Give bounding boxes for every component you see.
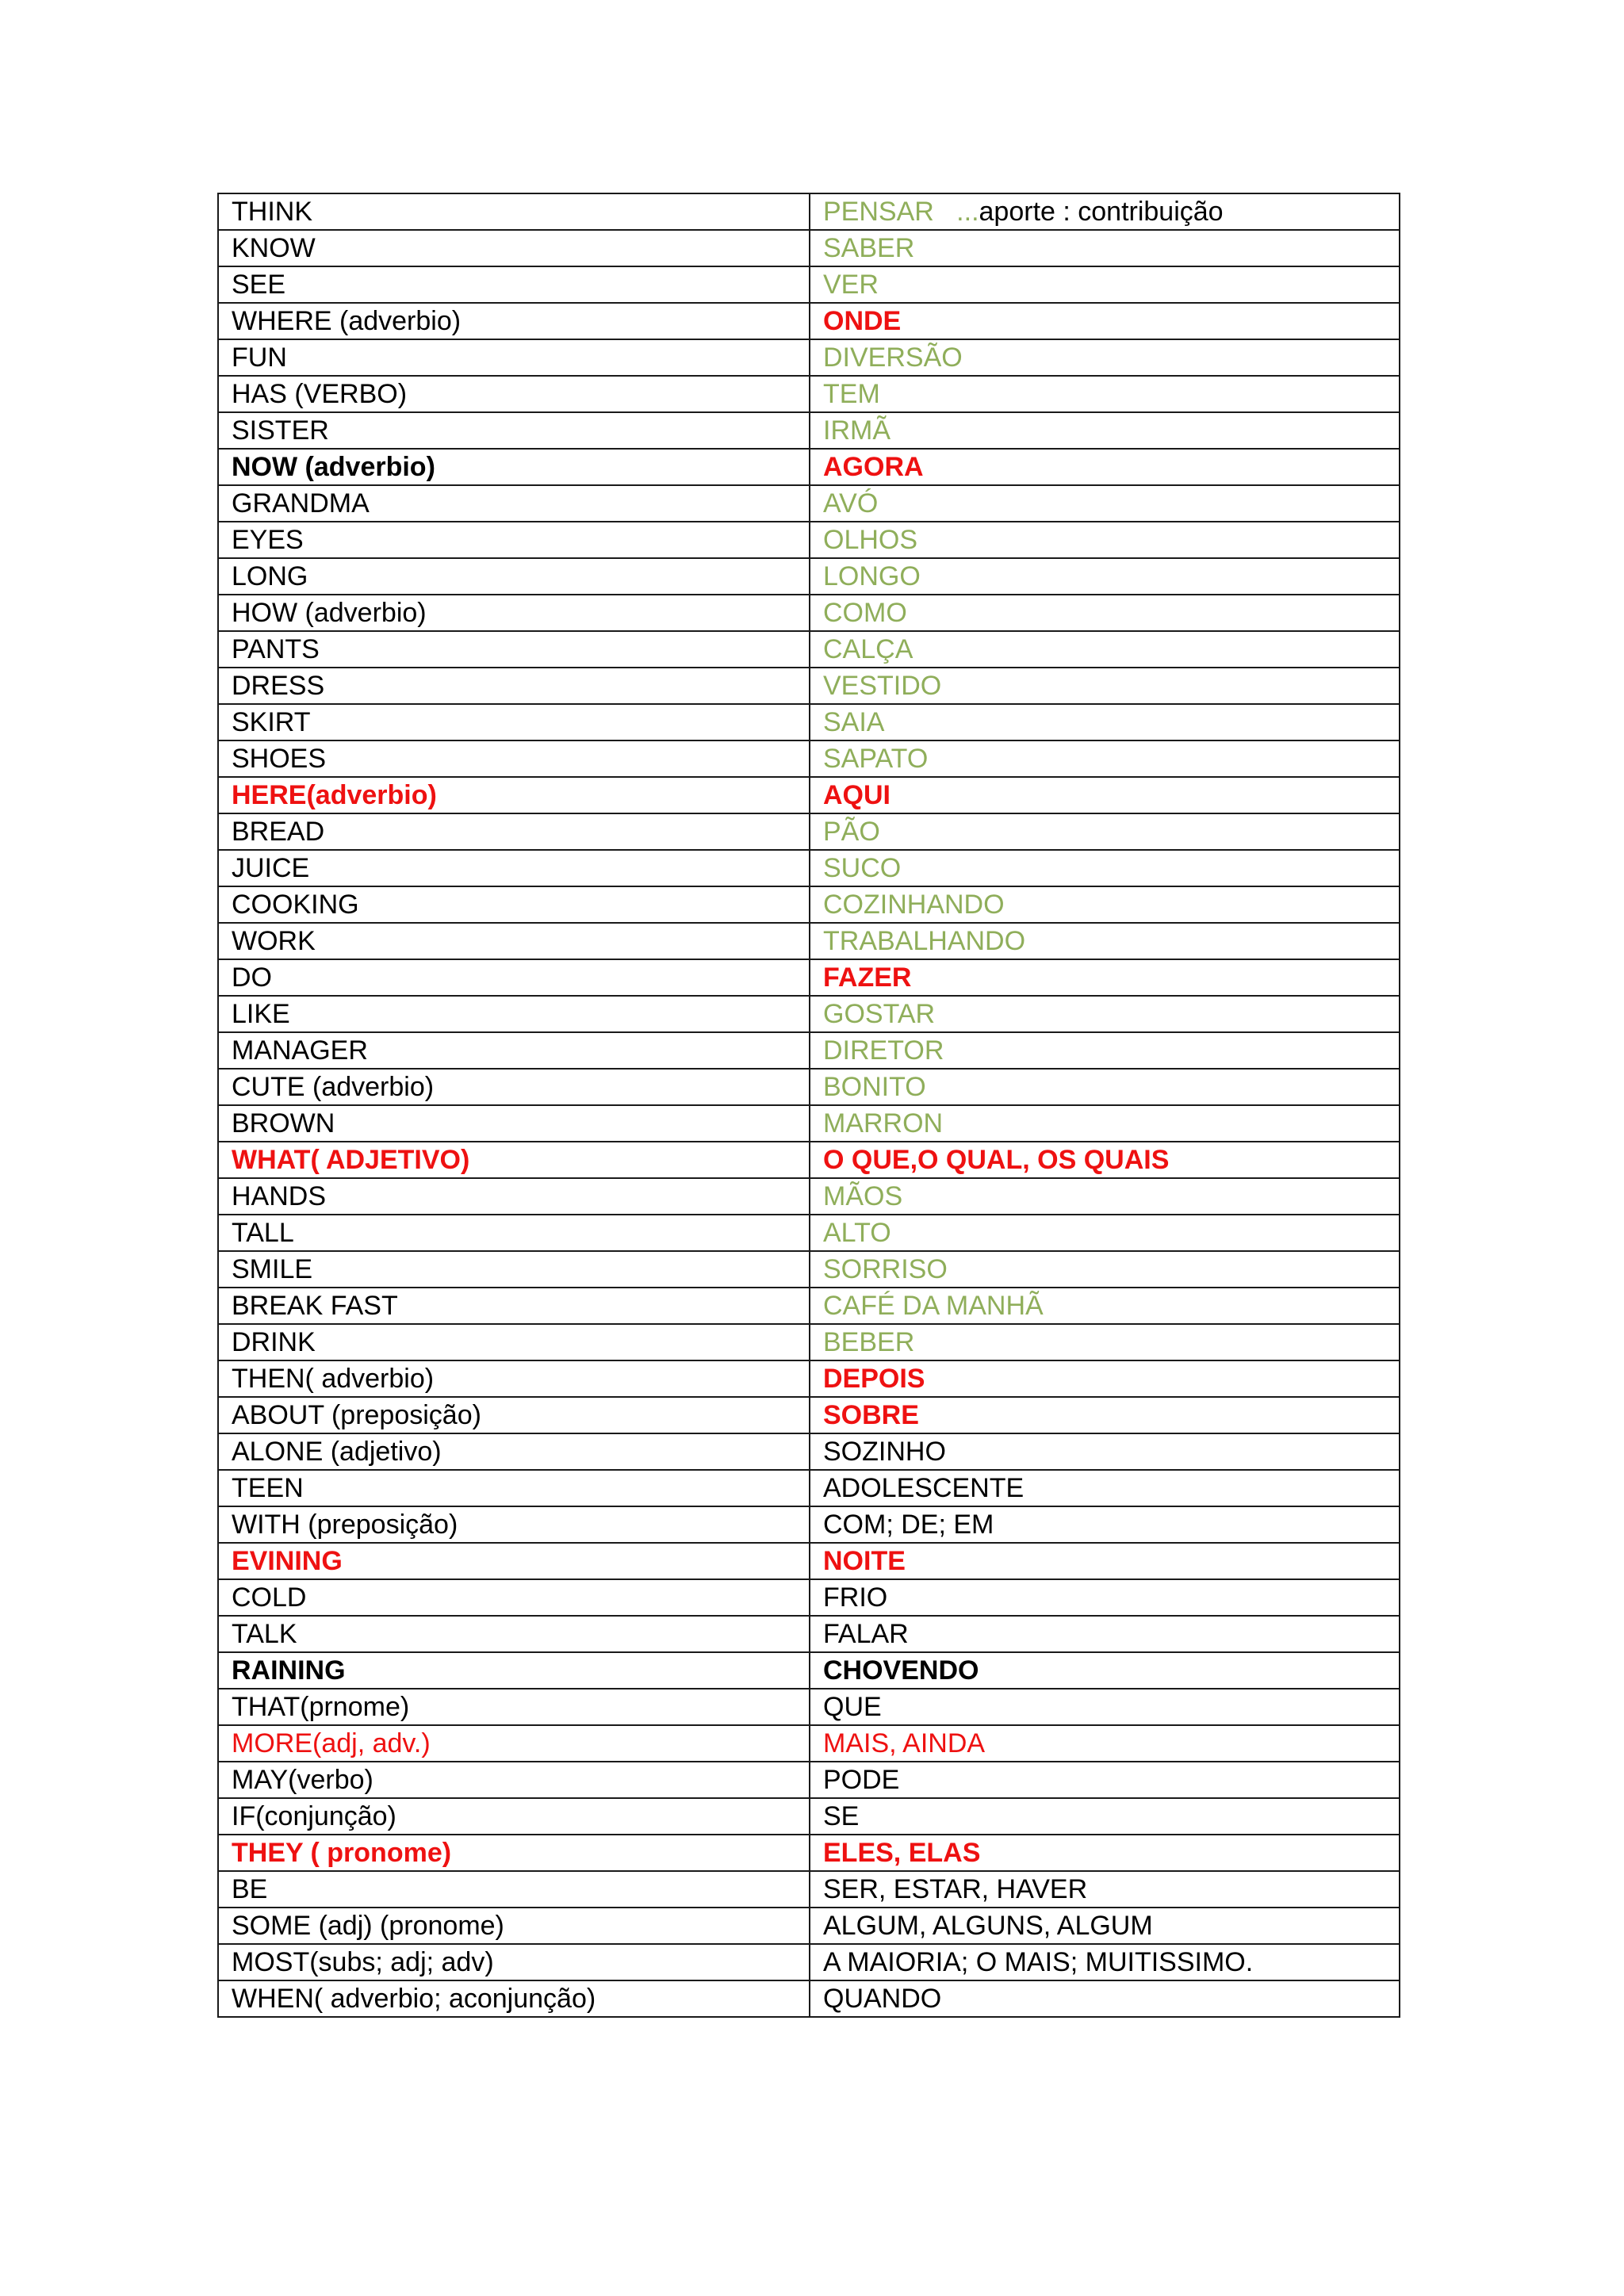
portuguese-translation: IRMÃ <box>823 415 891 446</box>
table-row <box>218 1178 1400 1215</box>
table-row <box>218 1980 1400 2017</box>
portuguese-translation-cell <box>810 1433 1400 1470</box>
portuguese-translation-cell <box>810 1506 1400 1543</box>
english-word: LIKE <box>232 999 290 1029</box>
portuguese-translation-cell <box>810 1725 1400 1762</box>
portuguese-translation-cell <box>810 996 1400 1032</box>
portuguese-translation-cell <box>810 1543 1400 1579</box>
portuguese-translation-cell <box>810 1324 1400 1360</box>
portuguese-translation-cell <box>810 303 1400 339</box>
portuguese-translation: LONGO <box>823 561 921 591</box>
english-word-cell <box>218 1105 810 1142</box>
english-word: TEEN <box>232 1473 304 1503</box>
portuguese-translation-cell <box>810 1251 1400 1288</box>
english-word-cell <box>218 412 810 449</box>
portuguese-translation-cell <box>810 339 1400 376</box>
english-word-cell <box>218 1980 810 2017</box>
portuguese-translation: BONITO <box>823 1072 926 1102</box>
english-word-cell <box>218 558 810 595</box>
english-word: THAT(prnome) <box>232 1692 410 1722</box>
portuguese-translation: CHOVENDO <box>823 1655 979 1686</box>
english-word: SOME (adj) (pronome) <box>232 1911 504 1941</box>
english-word-cell <box>218 1908 810 1944</box>
portuguese-translation-cell <box>810 1908 1400 1944</box>
table-row <box>218 1652 1400 1689</box>
english-word-cell <box>218 1069 810 1105</box>
english-word: MOST(subs; adj; adv) <box>232 1947 494 1977</box>
table-row <box>218 1579 1400 1616</box>
english-word-cell <box>218 1397 810 1433</box>
english-word-cell <box>218 1798 810 1835</box>
english-word-cell <box>218 1616 810 1652</box>
portuguese-translation: FRIO <box>823 1582 888 1613</box>
portuguese-translation: MARRON <box>823 1108 944 1138</box>
portuguese-translation: DIRETOR <box>823 1035 944 1066</box>
table-row <box>218 959 1400 996</box>
portuguese-translation: NOITE <box>823 1546 906 1576</box>
translation-note: aporte : contribuição <box>979 197 1224 227</box>
english-word: MORE(adj, adv.) <box>232 1728 431 1758</box>
english-word: GRANDMA <box>232 488 370 519</box>
portuguese-translation-cell <box>810 704 1400 740</box>
portuguese-translation-cell <box>810 923 1400 959</box>
table-row <box>218 631 1400 668</box>
english-word: LONG <box>232 561 308 591</box>
english-word-cell <box>218 522 810 558</box>
portuguese-translation-cell <box>810 740 1400 777</box>
table-row <box>218 1835 1400 1871</box>
english-word: DO <box>232 962 272 993</box>
portuguese-translation: ONDE <box>823 306 902 336</box>
english-word-cell <box>218 1288 810 1324</box>
english-word-cell <box>218 339 810 376</box>
english-word: COLD <box>232 1582 307 1613</box>
english-word-cell <box>218 1324 810 1360</box>
vocabulary-table <box>217 193 1400 2018</box>
portuguese-translation-cell <box>810 850 1400 886</box>
portuguese-translation-cell <box>810 1579 1400 1616</box>
portuguese-translation: BEBER <box>823 1327 915 1357</box>
english-word: THEN( adverbio) <box>232 1364 435 1394</box>
english-word: ABOUT (preposição) <box>232 1400 481 1430</box>
english-word: TALL <box>232 1218 294 1248</box>
english-word: WHAT( ADJETIVO) <box>232 1145 470 1175</box>
table-row <box>218 303 1400 339</box>
portuguese-translation-cell <box>810 1762 1400 1798</box>
portuguese-translation-cell <box>810 1397 1400 1433</box>
english-word-cell <box>218 1215 810 1251</box>
english-word: JUICE <box>232 853 310 883</box>
table-row <box>218 1288 1400 1324</box>
portuguese-translation: DEPOIS <box>823 1364 925 1394</box>
portuguese-translation: ELES, ELAS <box>823 1838 981 1868</box>
table-row <box>218 1032 1400 1069</box>
table-row <box>218 339 1400 376</box>
english-word-cell <box>218 813 810 850</box>
english-word: FUN <box>232 342 287 373</box>
english-word-cell <box>218 193 810 230</box>
table-row <box>218 595 1400 631</box>
portuguese-translation-cell <box>810 1105 1400 1142</box>
portuguese-translation: SER, ESTAR, HAVER <box>823 1874 1088 1904</box>
english-word-cell <box>218 1944 810 1980</box>
portuguese-translation: AQUI <box>823 780 891 810</box>
portuguese-translation-cell <box>810 193 1400 230</box>
english-word: IF(conjunção) <box>232 1801 396 1831</box>
english-word: NOW (adverbio) <box>232 452 435 482</box>
english-word-cell <box>218 1142 810 1178</box>
portuguese-translation-cell <box>810 813 1400 850</box>
english-word: SKIRT <box>232 707 311 737</box>
portuguese-translation-cell <box>810 886 1400 923</box>
portuguese-translation-cell <box>810 1178 1400 1215</box>
table-row <box>218 1470 1400 1506</box>
english-word: BROWN <box>232 1108 335 1138</box>
english-word: BE <box>232 1874 268 1904</box>
english-word: TALK <box>232 1619 297 1649</box>
portuguese-translation: PODE <box>823 1765 900 1795</box>
english-word: SHOES <box>232 744 327 774</box>
portuguese-translation: TEM <box>823 379 880 409</box>
portuguese-translation-cell <box>810 230 1400 266</box>
portuguese-translation-cell <box>810 1360 1400 1397</box>
portuguese-translation: O QUE,O QUAL, OS QUAIS <box>823 1145 1170 1175</box>
table-row <box>218 1433 1400 1470</box>
portuguese-translation: SOBRE <box>823 1400 919 1430</box>
table-row <box>218 1616 1400 1652</box>
portuguese-translation: SE <box>823 1801 860 1831</box>
english-word-cell <box>218 449 810 485</box>
portuguese-translation: MÃOS <box>823 1181 903 1211</box>
english-word-cell <box>218 1251 810 1288</box>
table-row <box>218 886 1400 923</box>
portuguese-translation-cell <box>810 412 1400 449</box>
portuguese-translation-cell <box>810 1215 1400 1251</box>
portuguese-translation: DIVERSÃO <box>823 342 963 373</box>
table-row <box>218 850 1400 886</box>
english-word-cell <box>218 704 810 740</box>
table-row <box>218 740 1400 777</box>
portuguese-translation: VESTIDO <box>823 671 942 701</box>
portuguese-translation: AGORA <box>823 452 924 482</box>
table-row <box>218 1324 1400 1360</box>
table-row <box>218 449 1400 485</box>
english-word: COOKING <box>232 890 359 920</box>
english-word: BREAK FAST <box>232 1291 398 1321</box>
table-row <box>218 1762 1400 1798</box>
english-word: SMILE <box>232 1254 313 1284</box>
table-row <box>218 1543 1400 1579</box>
portuguese-translation: COMO <box>823 598 907 628</box>
portuguese-translation: SAPATO <box>823 744 929 774</box>
table-row <box>218 230 1400 266</box>
english-word: ALONE (adjetivo) <box>232 1437 442 1467</box>
english-word-cell <box>218 230 810 266</box>
english-word-cell <box>218 886 810 923</box>
english-word-cell <box>218 996 810 1032</box>
portuguese-translation: QUE <box>823 1692 882 1722</box>
portuguese-translation: GOSTAR <box>823 999 936 1029</box>
english-word-cell <box>218 1652 810 1689</box>
english-word-cell <box>218 1032 810 1069</box>
english-word: SISTER <box>232 415 329 446</box>
portuguese-translation-cell <box>810 1871 1400 1908</box>
portuguese-translation-cell <box>810 595 1400 631</box>
english-word: HAS (VERBO) <box>232 379 408 409</box>
portuguese-translation: COM; DE; EM <box>823 1510 994 1540</box>
portuguese-translation-cell <box>810 1798 1400 1835</box>
english-word: MANAGER <box>232 1035 368 1066</box>
english-word: CUTE (adverbio) <box>232 1072 435 1102</box>
table-row <box>218 704 1400 740</box>
portuguese-translation-cell <box>810 1944 1400 1980</box>
portuguese-translation-cell <box>810 631 1400 668</box>
portuguese-translation: A MAIORIA; O MAIS; MUITISSIMO. <box>823 1947 1254 1977</box>
english-word-cell <box>218 485 810 522</box>
table-row <box>218 1142 1400 1178</box>
portuguese-translation: FAZER <box>823 962 912 993</box>
english-word-cell <box>218 959 810 996</box>
portuguese-translation: COZINHANDO <box>823 890 1005 920</box>
portuguese-translation-cell <box>810 1032 1400 1069</box>
table-row <box>218 558 1400 595</box>
english-word-cell <box>218 631 810 668</box>
portuguese-translation-cell <box>810 1689 1400 1725</box>
portuguese-translation-cell <box>810 1835 1400 1871</box>
portuguese-translation: TRABALHANDO <box>823 926 1026 956</box>
portuguese-translation: SAIA <box>823 707 885 737</box>
english-word: RAINING <box>232 1655 346 1686</box>
table-row <box>218 1397 1400 1433</box>
portuguese-translation: CAFÉ DA MANHÃ <box>823 1291 1044 1321</box>
english-word: WITH (preposição) <box>232 1510 458 1540</box>
portuguese-translation: ALTO <box>823 1218 891 1248</box>
english-word-cell <box>218 777 810 813</box>
english-word-cell <box>218 740 810 777</box>
portuguese-translation-cell <box>810 1470 1400 1506</box>
table-row <box>218 1506 1400 1543</box>
portuguese-translation-cell <box>810 668 1400 704</box>
portuguese-translation-cell <box>810 522 1400 558</box>
portuguese-translation-cell <box>810 1616 1400 1652</box>
table-row <box>218 1871 1400 1908</box>
english-word-cell <box>218 668 810 704</box>
english-word-cell <box>218 1470 810 1506</box>
english-word: BREAD <box>232 817 325 847</box>
portuguese-translation-cell <box>810 449 1400 485</box>
portuguese-translation: PÃO <box>823 817 880 847</box>
portuguese-translation: SORRISO <box>823 1254 948 1284</box>
english-word-cell <box>218 1360 810 1397</box>
portuguese-translation-cell <box>810 376 1400 412</box>
english-word: DRINK <box>232 1327 316 1357</box>
english-word-cell <box>218 266 810 303</box>
portuguese-translation: PENSAR <box>823 197 934 227</box>
table-row <box>218 1944 1400 1980</box>
portuguese-translation: FALAR <box>823 1619 909 1649</box>
portuguese-translation-cell <box>810 266 1400 303</box>
english-word: HERE(adverbio) <box>232 780 437 810</box>
english-word-cell <box>218 1433 810 1470</box>
portuguese-translation: MAIS, AINDA <box>823 1728 986 1758</box>
table-row <box>218 412 1400 449</box>
table-row <box>218 522 1400 558</box>
table-row <box>218 1251 1400 1288</box>
table-row <box>218 1725 1400 1762</box>
english-word-cell <box>218 1871 810 1908</box>
english-word: WORK <box>232 926 316 956</box>
english-word-cell <box>218 923 810 959</box>
portuguese-translation: CALÇA <box>823 634 914 664</box>
portuguese-translation-cell <box>810 1069 1400 1105</box>
portuguese-translation: OLHOS <box>823 525 918 555</box>
english-word-cell <box>218 850 810 886</box>
english-word-cell <box>218 376 810 412</box>
english-word: DRESS <box>232 671 325 701</box>
english-word: THEY ( pronome) <box>232 1838 452 1868</box>
english-word: THINK <box>232 197 312 227</box>
english-word-cell <box>218 1835 810 1871</box>
portuguese-translation-cell <box>810 1142 1400 1178</box>
english-word: MAY(verbo) <box>232 1765 373 1795</box>
english-word: EVINING <box>232 1546 343 1576</box>
portuguese-translation: AVÓ <box>823 488 879 519</box>
table-row <box>218 1908 1400 1944</box>
portuguese-translation: SUCO <box>823 853 902 883</box>
table-row <box>218 668 1400 704</box>
english-word: HANDS <box>232 1181 327 1211</box>
table-row <box>218 1069 1400 1105</box>
english-word: SEE <box>232 270 286 300</box>
english-word: WHEN( adverbio; aconjunção) <box>232 1984 596 2014</box>
portuguese-translation: SOZINHO <box>823 1437 946 1467</box>
table-row <box>218 1689 1400 1725</box>
table-row <box>218 777 1400 813</box>
portuguese-translation-cell <box>810 1288 1400 1324</box>
english-word-cell <box>218 1178 810 1215</box>
table-row <box>218 376 1400 412</box>
english-word: WHERE (adverbio) <box>232 306 462 336</box>
table-row <box>218 923 1400 959</box>
table-row <box>218 485 1400 522</box>
portuguese-translation-cell <box>810 558 1400 595</box>
portuguese-translation-cell <box>810 777 1400 813</box>
table-row <box>218 996 1400 1032</box>
portuguese-translation: QUANDO <box>823 1984 942 2014</box>
table-row <box>218 813 1400 850</box>
portuguese-translation: ALGUM, ALGUNS, ALGUM <box>823 1911 1153 1941</box>
table-row <box>218 1798 1400 1835</box>
table-row <box>218 193 1400 230</box>
english-word-cell <box>218 1689 810 1725</box>
portuguese-translation: ADOLESCENTE <box>823 1473 1025 1503</box>
portuguese-translation: SABER <box>823 233 915 263</box>
english-word-cell <box>218 1762 810 1798</box>
english-word: EYES <box>232 525 304 555</box>
english-word-cell <box>218 303 810 339</box>
english-word-cell <box>218 1725 810 1762</box>
english-word: HOW (adverbio) <box>232 598 427 628</box>
english-word-cell <box>218 1506 810 1543</box>
portuguese-translation-cell <box>810 959 1400 996</box>
portuguese-translation: VER <box>823 270 879 300</box>
portuguese-translation-cell <box>810 485 1400 522</box>
table-row <box>218 1105 1400 1142</box>
table-row <box>218 1360 1400 1397</box>
english-word-cell <box>218 1579 810 1616</box>
english-word-cell <box>218 595 810 631</box>
note-ellipsis: ... <box>956 197 979 227</box>
portuguese-translation-cell <box>810 1980 1400 2017</box>
english-word-cell <box>218 1543 810 1579</box>
vocabulary-table-body <box>218 193 1400 2017</box>
table-row <box>218 266 1400 303</box>
english-word: KNOW <box>232 233 316 263</box>
table-row <box>218 1215 1400 1251</box>
english-word: PANTS <box>232 634 320 664</box>
portuguese-translation-cell <box>810 1652 1400 1689</box>
